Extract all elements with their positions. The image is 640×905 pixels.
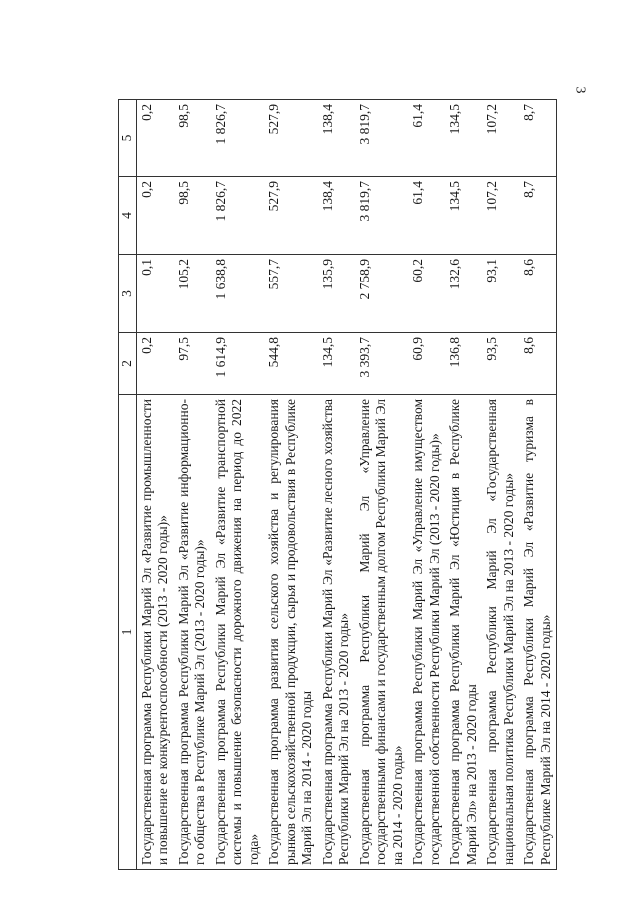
value-col-3: 132,6 [445,255,482,333]
value-col-4: 98,5 [174,177,211,255]
program-name: Государственная программа Республики Марий Эл «Развитие транспортной системы и повышение безопасности дорожного движения на период до 2022 года» [211,395,265,870]
header-col-1: 1 [119,395,137,870]
program-name: Государственная программа Республики Марий Эл «Государственная национальная политика Республики Марий Эл на 2013 - 2020 годы» [482,395,519,870]
program-name: Государственная программа Республики Марий Эл «Управление имуществом государственной собственности Республики Марий Эл (2013 - 2020 годы)» [408,395,445,870]
value-col-5: 0,2 [136,100,174,177]
table-row [408,100,445,870]
value-col-4: 107,2 [482,177,519,255]
value-col-5: 61,4 [408,100,445,177]
program-name: Государственная программа Республики Марий Эл «Развитие промышленности и повышение ее конкурентоспособности (2013 - 2020 годы)» [136,395,174,870]
table-row [482,100,519,870]
value-col-3: 135,9 [318,255,355,333]
header-col-5: 5 [119,100,137,177]
table-row [264,100,318,870]
value-col-3: 60,2 [408,255,445,333]
value-col-5: 107,2 [482,100,519,177]
value-col-5: 134,5 [445,100,482,177]
table-row [519,100,557,870]
value-col-3: 557,7 [264,255,318,333]
value-col-5: 3 819,7 [355,100,409,177]
value-col-2: 1 614,9 [211,333,265,395]
value-col-2: 8,6 [519,333,557,395]
value-col-5: 8,7 [519,100,557,177]
program-name: Государственная программа Республики Марий Эл «Развитие туризма в Республике Марий Эл на 2014 - 2020 годы» [519,395,557,870]
value-col-2: 93,5 [482,333,519,395]
value-col-2: 134,5 [318,333,355,395]
value-col-2: 60,9 [408,333,445,395]
program-name: Государственная программа Республики Марий Эл «Развитие информационно-го общества в Республике Марий Эл (2013 - 2020 годы)» [174,395,211,870]
header-col-3: 3 [119,255,137,333]
value-col-4: 527,9 [264,177,318,255]
table-row [174,100,211,870]
program-name: Государственная программа Республики Марий Эл «Управление государственными финансами и государственным долгом Республики Марий Эл на 2014 - 2020 годы» [355,395,409,870]
table-row [445,100,482,870]
value-col-3: 8,6 [519,255,557,333]
table-header-row [119,100,137,870]
value-col-2: 0,2 [136,333,174,395]
value-col-3: 93,1 [482,255,519,333]
table-row [318,100,355,870]
value-col-5: 98,5 [174,100,211,177]
value-col-3: 105,2 [174,255,211,333]
header-col-4: 4 [119,177,137,255]
value-col-5: 138,4 [318,100,355,177]
table-row [355,100,409,870]
value-col-4: 134,5 [445,177,482,255]
value-col-5: 1 826,7 [211,100,265,177]
budget-table [118,99,557,870]
value-col-3: 0,1 [136,255,174,333]
header-col-2: 2 [119,333,137,395]
program-name: Государственная программа Республики Марий Эл «Юстиция в Республике Марий Эл» на 2013 - 2020 годы [445,395,482,870]
value-col-4: 1 826,7 [211,177,265,255]
rotated-table-container [118,100,553,870]
value-col-2: 97,5 [174,333,211,395]
value-col-3: 2 758,9 [355,255,409,333]
table-row [211,100,265,870]
value-col-3: 1 638,8 [211,255,265,333]
program-name: Государственная программа Республики Марий Эл «Развитие лесного хозяйства Республики Марий Эл на 2013 - 2020 годы» [318,395,355,870]
value-col-4: 61,4 [408,177,445,255]
value-col-4: 8,7 [519,177,557,255]
value-col-4: 0,2 [136,177,174,255]
value-col-2: 544,8 [264,333,318,395]
value-col-5: 527,9 [264,100,318,177]
program-name: Государственная программа развития сельского хозяйства и регулирования рынков сельскохозяйственной продукции, сырья и продовольствия в Республике Марий Эл на 2014 - 2020 годы [264,395,318,870]
table-row [136,100,174,870]
value-col-2: 3 393,7 [355,333,409,395]
value-col-4: 138,4 [318,177,355,255]
value-col-2: 136,8 [445,333,482,395]
value-col-4: 3 819,7 [355,177,409,255]
page-number: 3 [572,86,588,94]
